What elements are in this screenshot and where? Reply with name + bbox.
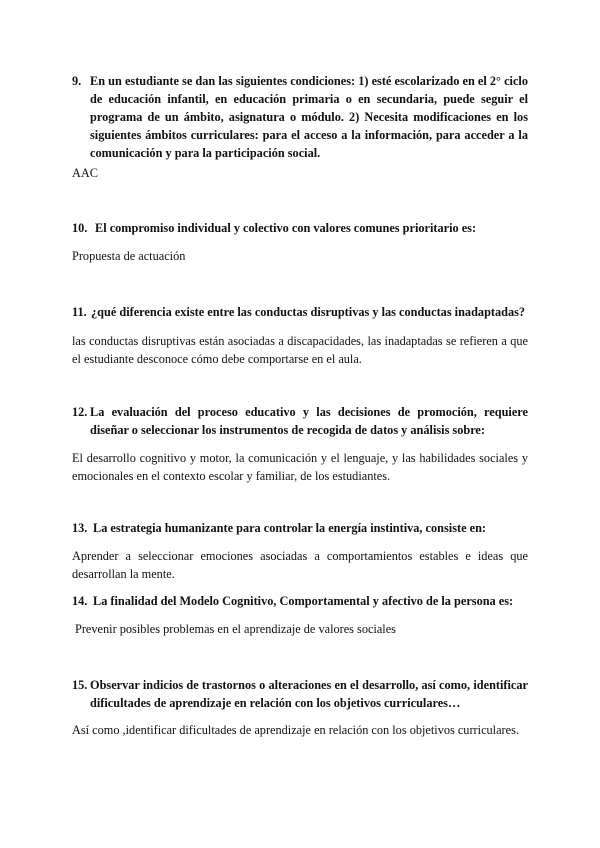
question-12 bbox=[72, 403, 528, 439]
question-text: ¿qué diferencia existe entre las conductas disruptivas y las conductas inadaptadas? bbox=[91, 305, 526, 319]
answer-15: Así como ,identificar dificultades de aprendizaje en relación con los objetivos curriculares. bbox=[72, 723, 519, 737]
question-number: 12. bbox=[72, 405, 88, 419]
question-14 bbox=[72, 592, 528, 610]
question-11 bbox=[72, 303, 528, 321]
question-9 bbox=[72, 72, 528, 162]
question-15 bbox=[72, 676, 528, 712]
answer-13: Aprender a seleccionar emociones asociadas a comportamientos estables e ideas que desarrollan la mente. bbox=[72, 549, 528, 581]
answer-9: AAC bbox=[72, 166, 98, 180]
question-number: 15. bbox=[72, 678, 88, 692]
question-number: 14. bbox=[72, 594, 88, 608]
question-text: La finalidad del Modelo Cognitivo, Comportamental y afectivo de la persona es: bbox=[93, 594, 514, 608]
question-number: 10. bbox=[72, 221, 88, 235]
question-13 bbox=[72, 519, 528, 537]
answer-10: Propuesta de actuación bbox=[72, 249, 186, 263]
question-text: El compromiso individual y colectivo con valores comunes prioritario es: bbox=[95, 221, 477, 235]
question-number: 9. bbox=[72, 74, 82, 88]
question-text: Observar indicios de trastornos o alteraciones en el desarrollo, así como, identificar dificultades de aprendizaje en relación con los objetivos curriculares… bbox=[90, 678, 528, 710]
answer-12: El desarrollo cognitivo y motor, la comunicación y el lenguaje, y las habilidades sociales y emocionales en el contexto escolar y familiar, de los estudiantes. bbox=[72, 451, 528, 483]
answer-11: las conductas disruptivas están asociadas a discapacidades, las inadaptadas se refieren a que el estudiante desconoce cómo debe comportarse en el aula. bbox=[72, 334, 528, 366]
question-number: 13. bbox=[72, 521, 88, 535]
question-text: En un estudiante se dan las siguientes condiciones: 1) esté escolarizado en el 2° ciclo de educación infantil, en educación primaria o en secundaria, puede seguir el programa de un ámbito, asignatura o módulo. 2) Necesita modificaciones en los siguientes ámbitos curriculares: para el acceso a la información, para acceder a la comunicación y para la participación social. bbox=[90, 74, 528, 160]
question-number: 11. bbox=[72, 305, 87, 319]
question-10 bbox=[72, 219, 528, 237]
question-text: La estrategia humanizante para controlar la energía instintiva, consiste en: bbox=[93, 521, 487, 535]
answer-14: Prevenir posibles problemas en el aprendizaje de valores sociales bbox=[75, 622, 396, 636]
question-text: La evaluación del proceso educativo y las decisiones de promoción, requiere diseñar o seleccionar los instrumentos de recogida de datos y análisis sobre: bbox=[90, 405, 528, 437]
